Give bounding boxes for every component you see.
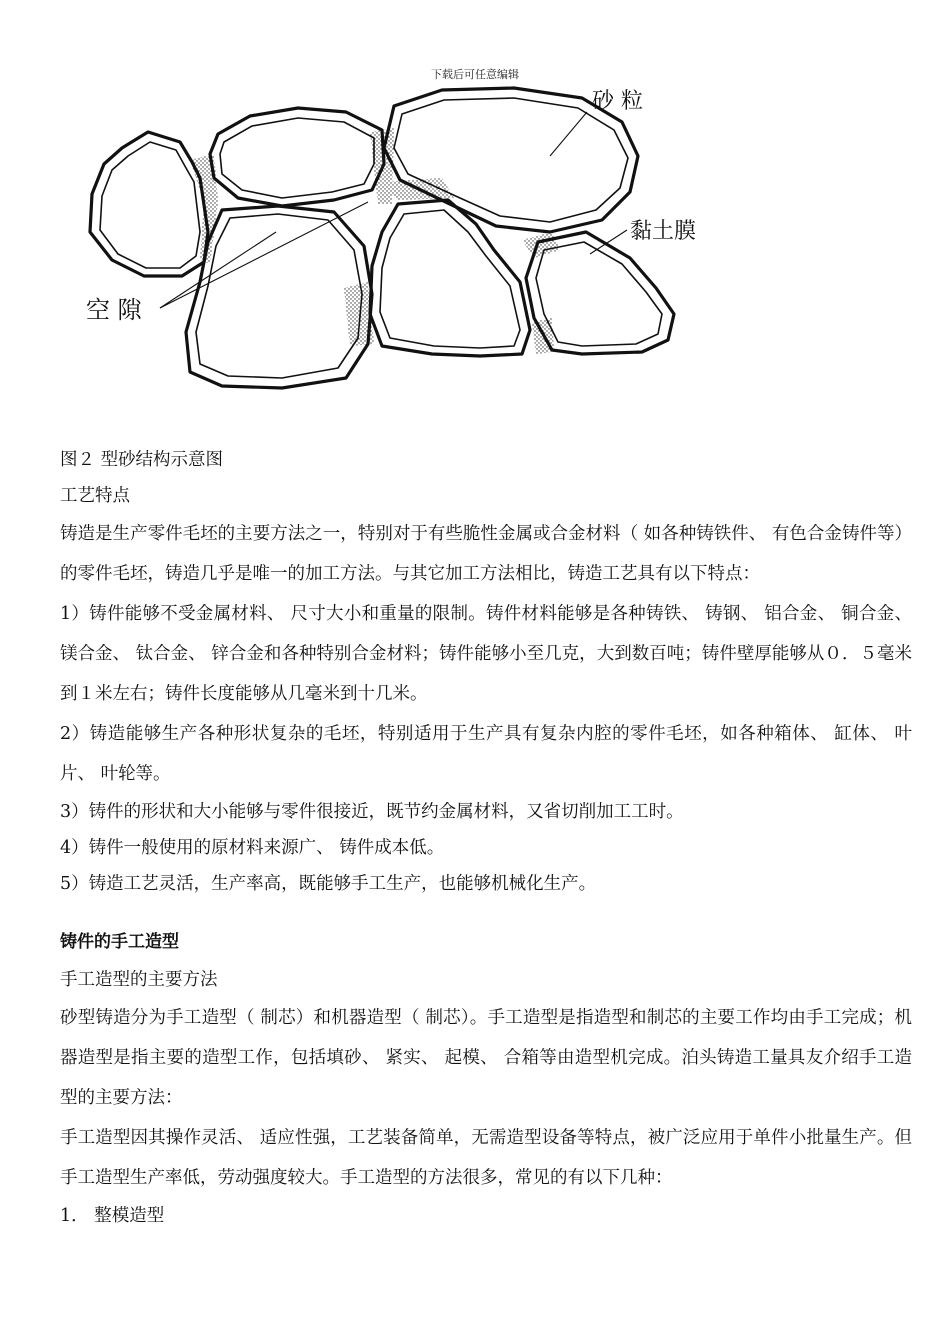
document-body	[60, 442, 912, 1234]
list-item-5: 5）铸造工艺灵活，生产率高，既能够手工生产，也能够机械化生产。	[60, 874, 597, 894]
label-clay-film: 黏土膜	[630, 219, 697, 244]
paragraph-intro: 铸造是生产零件毛坯的主要方法之一，特别对于有些脆性金属或合金材料（ 如各种铸铁件、 有色合金铸件等）的零件毛坯，铸造几乎是唯一的加工方法。与其它加工方法相比，铸造工艺具有以下特点：	[60, 524, 912, 584]
void-leader-1	[160, 202, 368, 308]
sand-grain-leader	[550, 112, 587, 156]
clay-film-leader	[590, 230, 627, 254]
list-item-1: 1）铸件能够不受金属材料、 尺寸大小和重量的限制。铸件材料能够是各种铸铁、 铸钢、 铝合金、 铜合金、 镁合金、 钛合金、 锌合金和各种特别合金材料；铸件能够小至几克，大到数百吨；铸件壁厚能够从０．５毫米到１米左右；铸件长度能够从几毫米到十几米。	[60, 604, 912, 704]
clay-film-regions	[190, 128, 560, 354]
list-item-3: 3）铸件的形状和大小能够与零件很接近，既节约金属材料，又省切削加工工时。	[60, 802, 684, 822]
page-header-note: 下载后可任意编辑	[431, 68, 519, 81]
list-item-2: 2）铸造能够生产各种形状复杂的毛坯，特别适用于生产具有复杂内腔的零件毛坯，如各种箱体、 缸体、 叶片、 叶轮等。	[60, 724, 912, 784]
grain-top-middle	[210, 108, 384, 206]
section-subtitle-main-methods: 手工造型的主要方法	[60, 970, 218, 990]
section-title-process-features: 工艺特点	[60, 486, 130, 506]
label-void: 空 隙	[86, 296, 142, 324]
paragraph-manual-molding: 手工造型因其操作灵活、 适应性强，工艺装备简单，无需造型设备等特点，被广泛应用于单件小批量生产。但手工造型生产率低，劳动强度较大。手工造型的方法很多，常见的有以下几种：	[60, 1128, 912, 1188]
sand-structure-diagram	[82, 82, 732, 400]
grain-left	[90, 132, 208, 276]
label-sand-grain: 砂 粒	[592, 89, 643, 114]
list-item-4: 4）铸件一般使用的原材料来源广、 铸件成本低。	[60, 838, 445, 858]
grain-bottom-middle	[370, 200, 530, 356]
section-heading-manual-molding: 铸件的手工造型	[60, 932, 179, 952]
figure-caption: 图２ 型砂结构示意图	[60, 450, 224, 470]
paragraph-sand-casting: 砂型铸造分为手工造型（ 制芯）和机器造型（ 制芯）。手工造型是指造型和制芯的主要工作均由手工完成；机器造型是指主要的造型工作，包括填砂、 紧实、 起模、 合箱等由造型机完成。泊头铸造工量具友介绍手工造型的主要方法：	[60, 1008, 912, 1108]
numbered-item-whole-pattern: 1． 整模造型	[60, 1206, 165, 1226]
